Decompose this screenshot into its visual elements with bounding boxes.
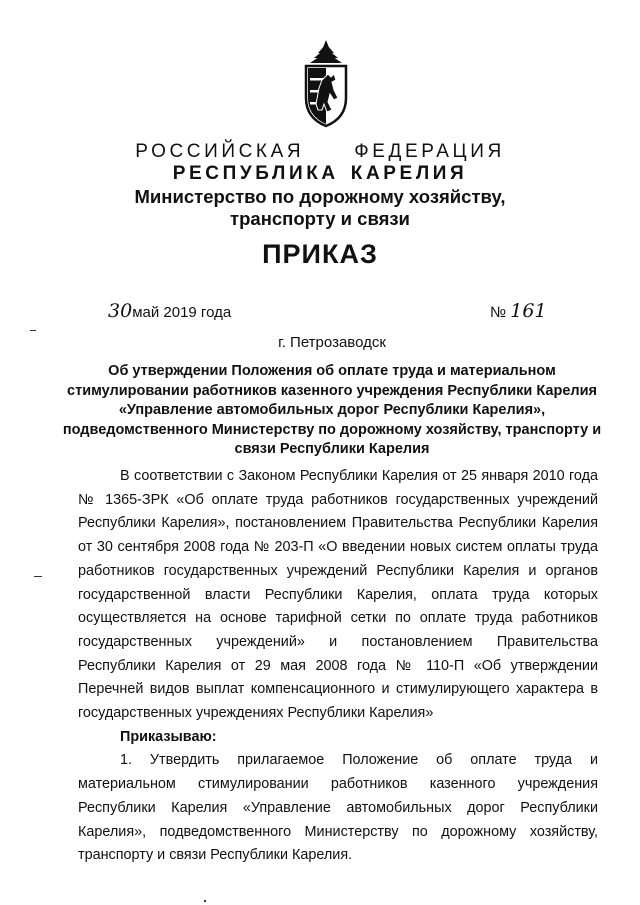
handwritten-number: 161 [510, 300, 547, 322]
country-heading: РОССИЙСКАЯ ФЕДЕРАЦИЯ [135, 141, 505, 162]
coat-of-arms-emblem [300, 38, 352, 128]
city-line: г. Петрозаводск [278, 334, 386, 351]
ministry-name-line1: Министерство по дорожному хозяйству, [134, 186, 506, 207]
order-word: Приказываю: [120, 728, 217, 745]
scan-mark [204, 900, 206, 902]
document-date: 30май 2019 года [108, 300, 232, 322]
ministry-name-line2: транспорту и связи [230, 208, 410, 229]
republic-heading: РЕСПУБЛИКА КАРЕЛИЯ [172, 163, 468, 184]
handwritten-day: 30 [108, 300, 133, 322]
item-1-paragraph: 1. Утвердить прилагаемое Положение об оплате труда и материальном стимулировании работников казенного учреждения Республики Карелия «Управление автомобильных дорог Республики Карелия», подведомственного Министерству по дорожному хозяйству, транспорту и связи Республики Карелия. [78, 752, 598, 864]
scan-mark [30, 330, 36, 331]
document-title: ПРИКАЗ [262, 239, 378, 269]
document-body [78, 465, 598, 868]
document-number: № 161 [490, 300, 547, 322]
document-subject: Об утверждении Положения об оплате труда и материальном стимулировании работников казенного учреждения Республики Карелия «Управление автомобильных дорог Республики Карелия», подведомственного Министерству по дорожному хозяйству, транспорту и связи Республики Карелия [62, 363, 602, 457]
scan-mark [34, 576, 42, 577]
preamble-paragraph: В соответствии с Законом Республики Карелия от 25 января 2010 года № 1365-ЗРК «Об оплате труда работников государственных учреждений Республики Карелия», постановлением Правительства Республики Карелия от 30 сентября 2008 года № 203-П «О введении новых систем оплаты труда работников государственных учреждений Республики Карелия и органов государственной власти Республики Карелия, оплата труда которых осуществляется на основе тарифной сетки по оплате труда работников государственных учреждений» и постановлением Правительства Республики Карелия от 29 мая 2008 года № 110-П «Об утверждении Перечней видов выплат компенсационного и стимулирующего характера в государственных учреждениях Республики Карелия» [78, 468, 598, 722]
